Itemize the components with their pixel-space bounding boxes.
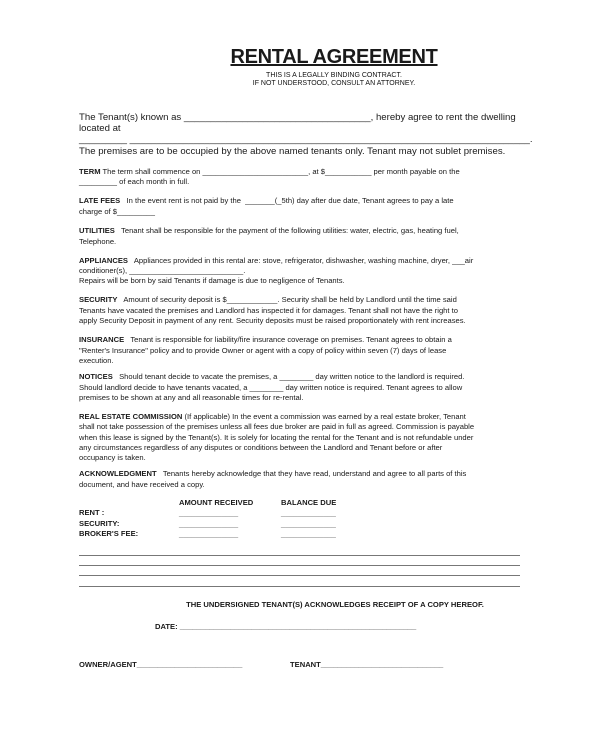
section-line	[79, 256, 473, 266]
section-text: "Renter's Insurance" policy and to provide Owner or agent with a copy of policy within seven (7) days of lease	[79, 346, 447, 355]
section-text: Should tenant decide to vacate the premises, a ________ day written notice to the landlord is required.	[112, 372, 465, 381]
amount-received-blank: ______________	[179, 518, 239, 528]
section-line	[79, 316, 466, 326]
section-heading: UTILITIES	[79, 226, 115, 235]
section-text: execution.	[79, 356, 114, 365]
section-text: premises to be shown at any and all reasonable times for re-rental.	[79, 393, 304, 402]
section-line	[79, 306, 458, 316]
section-line	[79, 207, 155, 217]
section-line	[79, 453, 146, 463]
payment-row-label: BROKER'S FEE:	[79, 529, 139, 538]
section-text: shall not take possession of the premises unless all fees due broker are paid in full as agreed. Commission is payable	[79, 422, 475, 431]
section-text: any circumstances regardless of any disputes or conditions between the Landlord and Tenant before or after	[79, 443, 443, 452]
section-line	[79, 469, 466, 479]
document-title: RENTAL AGREEMENT	[230, 46, 438, 68]
subtitle-line: IF NOT UNDERSTOOD, CONSULT AN ATTORNEY.	[252, 80, 416, 87]
blank-line	[79, 575, 520, 576]
section-line	[79, 480, 205, 490]
section-line	[79, 443, 442, 453]
section-text: Telephone.	[79, 237, 117, 246]
section-text: Should landlord decide to have tenants vacated, a ________ day written notice is required. Tenant agrees to allow	[79, 383, 463, 392]
section-text: apply Security Deposit in payment of any rent. Security deposits must be raised proportionately with rent increases.	[79, 316, 466, 325]
section-heading: ACKNOWLEDGMENT	[79, 469, 157, 478]
section-text: conditioner(s), ___________________________.	[79, 266, 246, 275]
section-heading: LATE FEES	[79, 196, 121, 205]
header-amount-received: AMOUNT RECEIVED	[179, 498, 254, 507]
section-text: The term shall commence on _________________________, at $___________ per month payable on the	[100, 167, 460, 176]
section-text: Tenants have vacated the premises and Landlord has inspected it for damages. Tenant shall not have the right to	[79, 306, 458, 315]
section-line	[79, 266, 245, 276]
section-line	[79, 412, 466, 422]
section-text: Tenant is responsible for liability/fire insurance coverage on premises. Tenant agrees to obtain a	[124, 335, 452, 344]
blank-line	[79, 586, 520, 587]
section-text: document, and have received a copy.	[79, 480, 205, 489]
blank-line	[79, 555, 520, 556]
section-text: _________ of each month in full.	[79, 177, 190, 186]
section-text: Appliances provided in this rental are: stove, refrigerator, dishwasher, washing machine, dryer, ___air	[127, 256, 474, 265]
balance-due-blank: _____________	[281, 508, 336, 517]
section-text: charge of $_________	[79, 207, 156, 216]
section-line	[79, 393, 304, 403]
section-text: (If applicable) In the event a commission was earned by a real estate broker, Tenant	[182, 412, 466, 421]
section-heading: REAL ESTATE COMMISSION	[79, 412, 183, 421]
section-text: In the event rent is not paid by the _______(_5th) day after due date, Tenant agrees to pay a late	[120, 196, 454, 205]
section-line	[79, 372, 464, 382]
balance-due-blank: _____________	[281, 529, 336, 538]
section-line	[79, 335, 452, 345]
section-line	[79, 383, 462, 393]
section-line	[79, 346, 446, 356]
section-text: Tenants hereby acknowledge that they have read, understand and agree to all parts of this	[156, 469, 467, 478]
header-balance-due: BALANCE DUE	[281, 498, 337, 507]
section-line	[79, 422, 474, 432]
intro-line: The Tenant(s) known as ___________________________________, hereby agree to rent the dwelling	[79, 112, 516, 123]
section-line	[79, 167, 460, 177]
payment-row-label: RENT :	[79, 508, 105, 517]
section-line	[79, 295, 457, 305]
amount-received-blank: ______________	[179, 508, 239, 517]
subtitle-line: THIS IS A LEGALLY BINDING CONTRACT.	[266, 72, 402, 79]
payment-row-label: SECURITY:	[79, 518, 120, 528]
section-heading: TERM	[79, 167, 101, 176]
intro-line: The premises are to be occupied by the above named tenants only. Tenant may not sublet premises.	[79, 146, 506, 157]
section-text: Amount of security deposit is $____________. Security shall be held by Landlord until the time said	[117, 295, 457, 304]
owner-agent-signature: OWNER/AGENT_________________________	[79, 660, 243, 669]
section-text: when this lease is signed by the Tenant(s). It is solely for locating the rental for the Tenant and is not refundable under	[79, 433, 474, 442]
amount-received-blank: ______________	[179, 529, 239, 538]
section-line	[79, 356, 114, 366]
blank-line	[79, 565, 520, 566]
section-text: occupancy is taken.	[79, 453, 146, 462]
balance-due-blank: _____________	[281, 518, 336, 528]
receipt-statement: THE UNDERSIGNED TENANT(S) ACKNOWLEDGES RECEIPT OF A COPY HEREOF.	[186, 600, 484, 609]
address-blank: _________ ___________________________________________________________________________.	[79, 134, 533, 145]
date-field: DATE: ________________________________________________________	[155, 622, 417, 631]
section-line	[79, 196, 454, 206]
tenant-signature: TENANT_____________________________	[290, 660, 444, 669]
section-line	[79, 237, 116, 247]
section-line	[79, 433, 473, 443]
section-line	[79, 276, 345, 286]
section-heading: INSURANCE	[79, 335, 125, 344]
section-heading: NOTICES	[79, 372, 113, 381]
section-text: Repairs will be born by said Tenants if damage is due to negligence of Tenants.	[79, 276, 345, 285]
section-heading: SECURITY	[79, 295, 118, 304]
intro-line: located at	[79, 123, 121, 134]
section-line	[79, 177, 189, 187]
section-text: Tenant shall be responsible for the payment of the following utilities: water, electric, gas, heating fuel,	[114, 226, 459, 235]
section-line	[79, 226, 459, 236]
section-heading: APPLIANCES	[79, 256, 128, 265]
